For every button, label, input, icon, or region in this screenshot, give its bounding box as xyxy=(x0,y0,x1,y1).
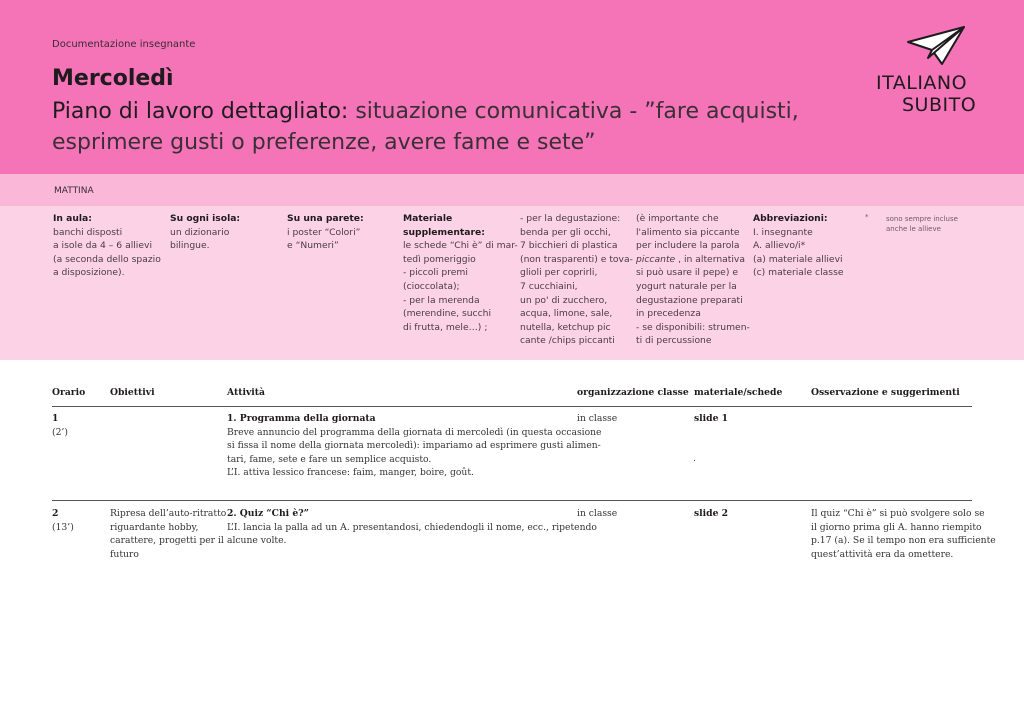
info-column-line: di frutta, mele…) ; xyxy=(403,321,488,333)
row-number: 2 xyxy=(52,508,59,519)
info-column-line: (non trasparenti) e tova- xyxy=(520,253,633,265)
material-value: slide 1 xyxy=(694,413,729,424)
notes-line: Il quiz “Chi è” si può svolgere solo se xyxy=(811,508,985,519)
info-column-line: e “Numeri” xyxy=(287,240,339,252)
organization-value: in classe xyxy=(577,508,618,519)
info-column xyxy=(403,212,518,334)
info-column-line: un po' di zucchero, xyxy=(520,294,608,306)
activity-title: 1. Programma della giornata xyxy=(227,413,376,424)
info-column-line: 7 cucchiaini, xyxy=(520,280,578,292)
row-time-cell xyxy=(52,412,102,439)
info-column-heading: Materiale xyxy=(403,213,453,224)
info-column-line: cante /chips piccanti xyxy=(520,335,615,347)
footnote-text xyxy=(886,214,958,234)
logo-text-line-2: SUBITO xyxy=(902,94,977,116)
column-header-obiettivi: Obiettivi xyxy=(110,387,155,398)
info-column-line: (è importante che xyxy=(636,213,719,224)
info-column-line: le schede “Chi è” di mar- xyxy=(403,240,518,252)
document-label: Documentazione insegnante xyxy=(52,39,196,50)
material-extra-mark: . xyxy=(693,453,696,464)
info-column xyxy=(753,212,844,280)
material-extra xyxy=(693,452,713,466)
activity-line: Breve annuncio del programma della giornata di mercoledì (in questa occasione xyxy=(227,426,602,438)
plan-title-lead: Piano di lavoro dettagliato: xyxy=(52,99,349,124)
info-column xyxy=(636,212,750,348)
paper-plane-icon xyxy=(906,24,968,68)
info-column-line: tedì pomeriggio xyxy=(403,253,476,265)
footnote-line-2: anche le allieve xyxy=(886,225,941,233)
plan-title-line-2: esprimere gusti o preferenze, avere fame e sete” xyxy=(52,130,596,155)
objective-line: riguardante hobby, xyxy=(110,521,199,533)
row-material-cell xyxy=(694,507,804,521)
column-header-orario: Orario xyxy=(52,387,86,398)
info-column-line: per includere la parola xyxy=(636,240,740,252)
footnote-line-1: sono sempre incluse xyxy=(886,215,958,223)
activity-line: L’I. lancia la palla ad un A. presentandosi, chiedendogli il nome, ecc., ripetendo xyxy=(227,521,597,533)
activity-title: 2. Quiz “Chi è?” xyxy=(227,508,309,519)
info-column-line: glioli per coprirli, xyxy=(520,267,598,279)
info-column-heading: Su una parete: xyxy=(287,213,364,224)
info-column-line: si può usare il pepe) e xyxy=(636,267,738,279)
info-column-line: in precedenza xyxy=(636,308,701,320)
row-material-cell xyxy=(694,412,804,426)
row-organization-cell xyxy=(577,412,687,426)
plan-title-rest: situazione comunicativa - ”fare acquisti, xyxy=(348,99,799,124)
column-header-osservazioni: Osservazione e suggerimenti xyxy=(811,387,960,398)
info-column xyxy=(520,212,633,348)
info-column-line: I. insegnante xyxy=(753,226,813,238)
info-column xyxy=(53,212,161,280)
objective-line: futuro xyxy=(110,548,139,560)
section-label: MATTINA xyxy=(54,186,94,196)
info-column xyxy=(170,212,240,253)
info-column-heading: Su ogni isola: xyxy=(170,213,241,224)
info-column-line: yogurt naturale per la xyxy=(636,280,737,292)
info-column-line: (cioccolata); xyxy=(403,280,460,292)
info-column-line: nutella, ketchup pic xyxy=(520,321,611,333)
day-title: Mercoledì xyxy=(52,66,174,91)
activity-line: L’I. attiva lessico francese: faim, manger, boire, goût. xyxy=(227,467,474,479)
table-rule xyxy=(52,500,972,501)
info-column-line: un dizionario xyxy=(170,226,230,238)
info-column-line: bilingue. xyxy=(170,240,210,252)
info-column-line: banchi disposti xyxy=(53,226,123,238)
table-rule xyxy=(52,406,972,407)
activity-line: tari, fame, sete e fare un semplice acquisto. xyxy=(227,453,432,465)
plan-title xyxy=(52,96,812,158)
info-column-line: benda per gli occhi, xyxy=(520,226,611,238)
objective-line: carattere, progetti per il xyxy=(110,535,224,547)
info-column-line: - piccoli premi xyxy=(403,267,468,279)
info-column-line: (a seconda dello spazio xyxy=(53,253,161,265)
row-time-cell xyxy=(52,507,102,534)
logo-text-line-1: ITALIANO xyxy=(876,72,968,94)
info-column-heading: Abbreviazioni: xyxy=(753,213,828,224)
info-column-line: (a) materiale allievi xyxy=(753,253,843,265)
info-column-line: l'alimento sia piccante xyxy=(636,226,740,238)
info-column-line: - se disponibili: strumen- xyxy=(636,321,750,333)
info-column-line: - per la degustazione: xyxy=(520,213,621,224)
info-column-line: i poster “Colori” xyxy=(287,226,361,238)
footnote-star: * xyxy=(865,213,869,221)
info-column-heading: supplementare: xyxy=(403,226,485,238)
row-duration: (2’) xyxy=(52,426,68,438)
info-column-line: - per la merenda xyxy=(403,294,480,306)
activity-line: alcune volte. xyxy=(227,535,287,547)
info-column-line: (c) materiale classe xyxy=(753,267,844,279)
info-column-line: a isole da 4 – 6 allievi xyxy=(53,240,152,252)
column-header-attivita: Attività xyxy=(227,387,265,398)
info-column-line: (merendine, succhi xyxy=(403,308,492,320)
objective-line: Ripresa dell’auto-ritratto xyxy=(110,508,227,519)
info-column xyxy=(287,212,364,253)
section-band xyxy=(0,174,1024,206)
info-column-line: 7 bicchieri di plastica xyxy=(520,240,618,252)
row-notes-cell xyxy=(811,507,996,561)
column-header-organizzazione: organizzazione classe xyxy=(577,387,689,398)
row-organization-cell xyxy=(577,507,687,521)
column-header-materiale: materiale/schede xyxy=(694,387,783,398)
material-value: slide 2 xyxy=(694,508,729,519)
notes-line: quest’attività era da omettere. xyxy=(811,548,954,560)
notes-line: il giorno prima gli A. hanno riempito xyxy=(811,521,982,533)
activity-line: si fissa il nome della giornata mercoledì): impariamo ad esprimere gusti alimen- xyxy=(227,440,601,452)
row-objective-cell xyxy=(110,507,227,561)
info-column-line: ti di percussione xyxy=(636,335,712,347)
row-activity-cell xyxy=(227,507,597,548)
info-column-line: acqua, limone, sale, xyxy=(520,308,613,320)
info-column-line: piccante , in alternativa xyxy=(636,253,745,265)
info-column-line: a disposizione). xyxy=(53,267,125,279)
info-column-line: A. allievo/i* xyxy=(753,240,806,252)
info-column-heading: In aula: xyxy=(53,213,92,224)
organization-value: in classe xyxy=(577,413,618,424)
info-column-line: degustazione preparati xyxy=(636,294,743,306)
row-duration: (13’) xyxy=(52,521,74,533)
notes-line: p.17 (a). Se il tempo non era sufficiente xyxy=(811,535,996,547)
row-number: 1 xyxy=(52,413,59,424)
